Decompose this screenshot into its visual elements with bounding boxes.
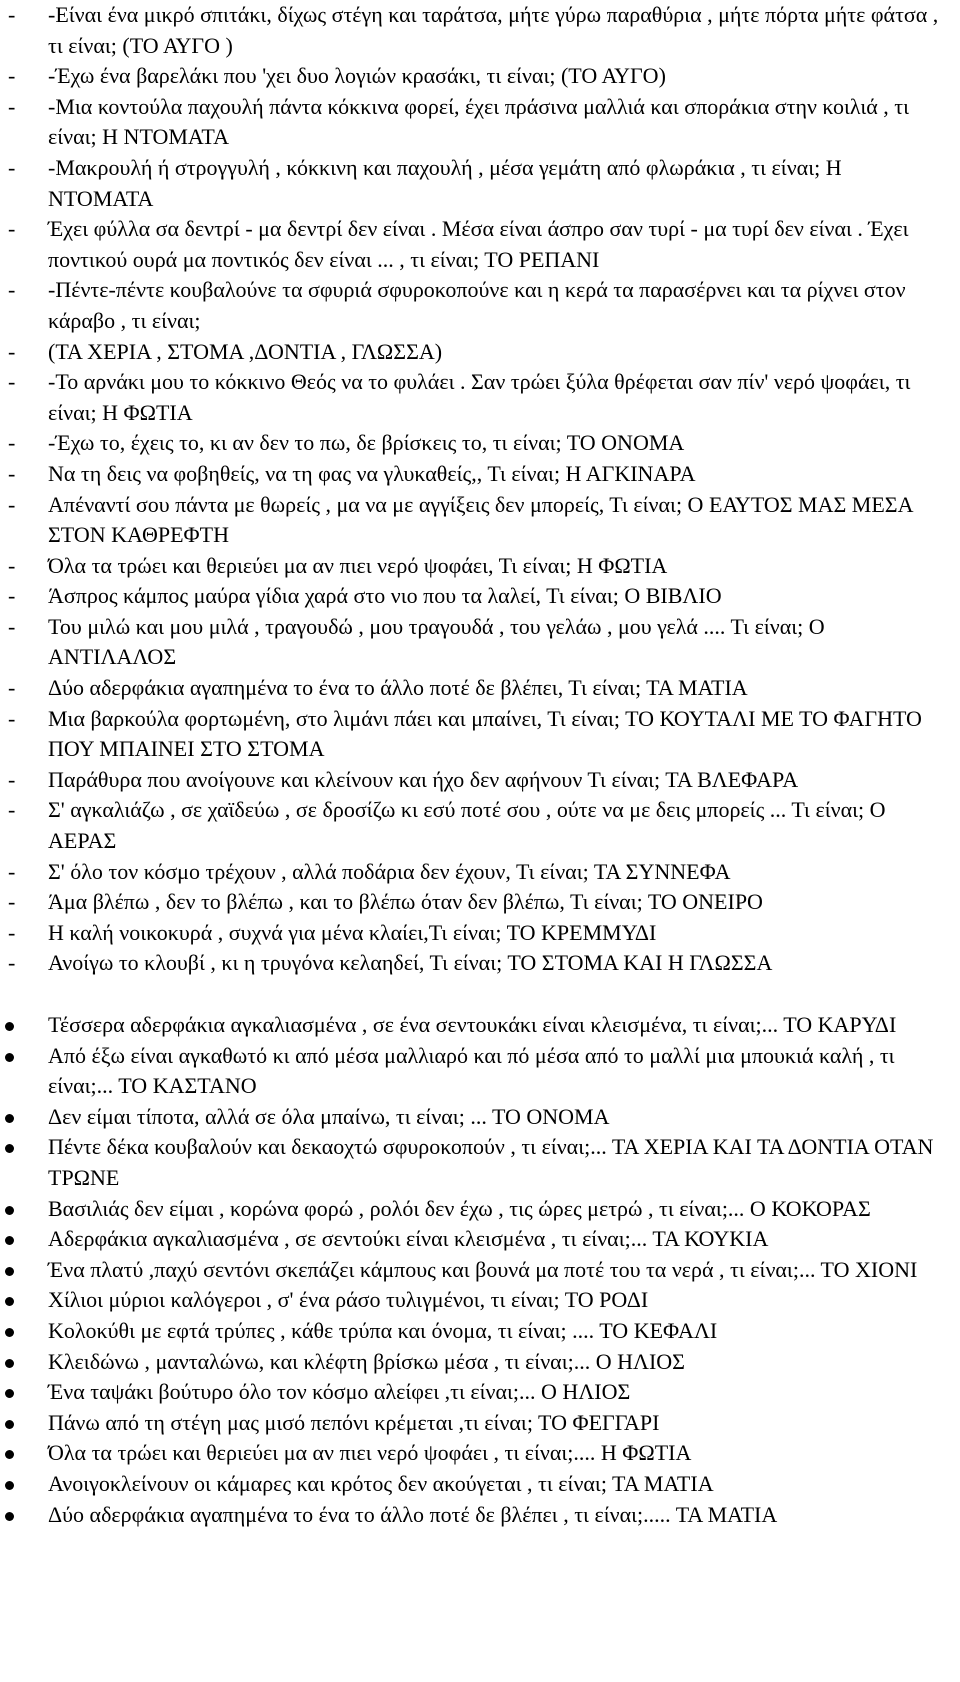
riddle-text: Ένα ταψάκι βούτυρο όλο τον κόσμο αλείφει ,τι είναι;... Ο ΗΛΙΟΣ: [48, 1379, 631, 1405]
riddle-text: Όλα τα τρώει και θεριεύει μα αν πιει νερό ψοφάει , τι είναι;.... Η ΦΩΤΙΑ: [48, 1440, 692, 1466]
list-item: [0, 490, 960, 551]
riddle-text: Δεν είμαι τίποτα, αλλά σε όλα μπαίνω, τι είναι; ... ΤΟ ΟΝΟΜΑ: [48, 1103, 610, 1129]
riddle-text: Ανοίγω το κλουβί , κι η τρυγόνα κελαηδεί, Τι είναι; ΤΟ ΣΤΟΜΑ ΚΑΙ Η ΓΛΩΣΣΑ: [48, 950, 773, 976]
list-item: [0, 1408, 960, 1439]
list-item: [0, 337, 960, 368]
bullet-icon: [5, 1206, 14, 1215]
dash-marker: -: [8, 93, 16, 119]
riddle-text: Δύο αδερφάκια αγαπημένα το ένα το άλλο ποτέ δε βλέπει, Τι είναι; ΤΑ ΜΑΤΙΑ: [48, 675, 748, 701]
list-item: [0, 1224, 960, 1255]
list-item: [0, 1132, 960, 1193]
dash-marker: -: [8, 705, 16, 731]
list-item: [0, 612, 960, 673]
bullet-icon: [5, 1267, 14, 1276]
list-item: [0, 428, 960, 459]
bullet-icon: [5, 1420, 14, 1429]
riddle-text: Βασιλιάς δεν είμαι , κορώνα φορώ , ρολόι δεν έχω , τις ώρες μετρώ , τι είναι;... Ο ΚΟΚΟΡΑΣ: [48, 1195, 871, 1221]
riddle-text: Άσπρος κάμπος μαύρα γίδια χαρά στο νιο που τα λαλεί, Τι είναι; Ο ΒΙΒΛΙΟ: [48, 583, 722, 609]
dash-marker: -: [8, 491, 16, 517]
list-item: [0, 857, 960, 888]
bullet-riddle-list: [0, 1010, 960, 1530]
list-item: [0, 948, 960, 979]
riddle-text: -Μια κοντούλα παχουλή πάντα κόκκινα φορεί, έχει πράσινα μαλλιά και σποράκια στην κοιλιά , τι είναι; Η ΝΤΟΜΑΤΑ: [48, 93, 910, 150]
riddle-text: Ένα πλατύ ,παχύ σεντόνι σκεπάζει κάμπους και βουνά μα ποτέ του τα νερά , τι είναι;... ΤΟ ΧΙΟΝΙ: [48, 1256, 918, 1282]
bullet-icon: [5, 1022, 14, 1031]
list-item: [0, 551, 960, 582]
riddle-text: Πέντε δέκα κουβαλούν και δεκαοχτώ σφυροκοπούν , τι είναι;... ΤΑ ΧΕΡΙΑ ΚΑΙ ΤΑ ΔΟΝΤΙΑ ΟΤΑΝ ΤΡΩΝΕ: [48, 1134, 934, 1190]
bullet-icon: [5, 1512, 14, 1521]
bullet-icon: [5, 1359, 14, 1368]
dash-marker: -: [8, 216, 16, 242]
list-item: [0, 1041, 960, 1102]
riddle-text: Όλα τα τρώει και θεριεύει μα αν πιει νερό ψοφάει, Τι είναι; Η ΦΩΤΙΑ: [48, 552, 668, 578]
riddle-text: -Έχω το, έχεις το, κι αν δεν το πω, δε βρίσκεις το, τι είναι; ΤΟ ΟΝΟΜΑ: [48, 430, 685, 456]
riddle-text: Σ' αγκαλιάζω , σε χαϊδεύω , σε δροσίζω κι εσύ ποτέ σου , ούτε να με δεις μπορείς ... Τι είναι; Ο ΑΕΡΑΣ: [48, 797, 886, 854]
dash-marker: -: [8, 766, 16, 792]
bullet-icon: [5, 1481, 14, 1490]
list-item: [0, 795, 960, 856]
riddle-text: Τέσσερα αδερφάκια αγκαλιασμένα , σε ένα σεντουκάκι είναι κλεισμένα, τι είναι;... ΤΟ ΚΑΡΥΔΙ: [48, 1012, 897, 1037]
dash-marker: -: [8, 919, 16, 945]
list-item: [0, 918, 960, 949]
bullet-icon: [5, 1053, 14, 1062]
bullet-icon: [5, 1450, 14, 1459]
list-item: [0, 1500, 960, 1531]
dash-marker: -: [8, 613, 16, 639]
dash-marker: -: [8, 338, 16, 364]
list-item: [0, 92, 960, 153]
list-item: [0, 1285, 960, 1316]
list-item: [0, 275, 960, 336]
riddle-text: Ανοιγοκλείνουν οι κάμαρες και κρότος δεν ακούγεται , τι είναι; ΤΑ ΜΑΤΙΑ: [48, 1470, 714, 1496]
bullet-icon: [5, 1389, 14, 1398]
list-item: [0, 1438, 960, 1469]
riddle-text: -Το αρνάκι μου το κόκκινο Θεός να το φυλάει . Σαν τρώει ξύλα θρέφεται σαν πίν' νερό ψοφάει, τι είναι; Η ΦΩΤΙΑ: [48, 369, 911, 425]
list-item: [0, 61, 960, 92]
riddle-text: Από έξω είναι αγκαθωτό κι από μέσα μαλλιαρό και πό μέσα από το μαλλί μια μπουκιά καλή , τι είναι;... ΤΟ ΚΑΣΤΑΝΟ: [48, 1042, 895, 1099]
dash-marker: -: [8, 552, 16, 578]
list-item: [0, 459, 960, 490]
riddle-text: (ΤΑ ΧΕΡΙΑ , ΣΤΟΜΑ ,ΔΟΝΤΙΑ , ΓΛΩΣΣΑ): [48, 338, 443, 364]
list-item: [0, 887, 960, 918]
riddle-text: Παράθυρα που ανοίγουνε και κλείνουν και ήχο δεν αφήνουν Τι είναι; ΤΑ ΒΛΕΦΑΡΑ: [48, 766, 799, 792]
riddle-text: Χίλιοι μύριοι καλόγεροι , σ' ένα ράσο τυλιγμένοι, τι είναι; ΤΟ ΡΟΔΙ: [48, 1287, 649, 1313]
dash-marker: -: [8, 154, 16, 180]
dash-marker: -: [8, 858, 16, 884]
list-item: [0, 1469, 960, 1500]
dash-marker: -: [8, 430, 16, 456]
bullet-icon: [5, 1297, 14, 1306]
riddle-text: Πάνω από τη στέγη μας μισό πεπόνι κρέμεται ,τι είναι; ΤΟ ΦΕΓΓΑΡΙ: [48, 1409, 660, 1435]
list-item: [0, 673, 960, 704]
list-item: [0, 214, 960, 275]
list-item: [0, 1010, 960, 1041]
list-item: [0, 1194, 960, 1225]
riddle-text: Η καλή νοικοκυρά , συχνά για μένα κλαίει,Τι είναι; ΤΟ ΚΡΕΜΜΥΔΙ: [48, 919, 657, 945]
list-item: [0, 581, 960, 612]
list-item: [0, 1316, 960, 1347]
list-item: [0, 1255, 960, 1286]
riddle-text: Κολοκύθι με εφτά τρύπες , κάθε τρύπα και όνομα, τι είναι; .... ΤΟ ΚΕΦΑΛΙ: [48, 1317, 718, 1343]
dash-marker: -: [8, 797, 16, 823]
riddle-text: -Πέντε-πέντε κουβαλούνε τα σφυριά σφυροκοπούνε και η κερά τα παρασέρνει και τα ρίχνει στον κάραβο , τι είναι;: [48, 277, 906, 333]
list-item: [0, 367, 960, 428]
riddle-text: Του μιλώ και μου μιλά , τραγουδώ , μου τραγουδά , του γελάω , μου γελά .... Τι είναι; Ο ΑΝΤΙΛΑΛΟΣ: [48, 613, 825, 670]
list-item: [0, 1102, 960, 1133]
riddle-text: Έχει φύλλα σα δεντρί - μα δεντρί δεν είναι . Μέσα είναι άσπρο σαν τυρί - μα τυρί δεν είναι . Έχει ποντικού ουρά μα ποντικός δεν είναι ... , τι είναι; ΤΟ ΡΕΠΑΝΙ: [48, 216, 909, 272]
dash-marker: -: [8, 460, 16, 486]
riddle-text: -Μακρουλή ή στρογγυλή , κόκκινη και παχουλή , μέσα γεμάτη από φλωράκια , τι είναι; Η ΝΤΟΜΑΤΑ: [48, 154, 842, 211]
riddle-text: Να τη δεις να φοβηθείς, να τη φας να γλυκαθείς,, Τι είναι; Η ΑΓΚΙΝΑΡΑ: [48, 460, 696, 486]
riddle-text: -Είναι ένα μικρό σπιτάκι, δίχως στέγη και ταράτσα, μήτε γύρω παραθύρια , μήτε πόρτα μήτε φάτσα , τι είναι; (ΤΟ ΑΥΓΟ ): [48, 2, 939, 58]
list-item: [0, 153, 960, 214]
riddle-text: Δύο αδερφάκια αγαπημένα το ένα το άλλο ποτέ δε βλέπει , τι είναι;..... ΤΑ ΜΑΤΙΑ: [48, 1501, 778, 1527]
dash-marker: -: [8, 950, 16, 976]
riddle-text: Αδερφάκια αγκαλιασμένα , σε σεντούκι είναι κλεισμένα , τι είναι;... ΤΑ ΚΟΥΚΙΑ: [48, 1226, 769, 1252]
riddle-text: Άμα βλέπω , δεν το βλέπω , και το βλέπω όταν δεν βλέπω, Τι είναι; ΤΟ ΟΝΕΙΡΟ: [48, 889, 763, 915]
list-item: [0, 1347, 960, 1378]
list-item: [0, 0, 960, 61]
dash-marker: -: [8, 369, 16, 395]
dash-marker: -: [8, 277, 16, 303]
riddle-text: Μια βαρκούλα φορτωμένη, στο λιμάνι πάει και μπαίνει, Τι είναι; ΤΟ ΚΟΥΤΑΛΙ ΜΕ ΤΟ ΦΑΓΗΤΟ ΠΟΥ ΜΠΑΙΝΕΙ ΣΤΟ ΣΤΟΜΑ: [48, 705, 922, 762]
bullet-icon: [5, 1144, 14, 1153]
dash-marker: -: [8, 583, 16, 609]
dash-marker: -: [8, 63, 16, 89]
dash-marker: -: [8, 889, 16, 915]
bullet-icon: [5, 1236, 14, 1245]
riddle-text: -Έχω ένα βαρελάκι που 'χει δυο λογιών κρασάκι, τι είναι; (ΤΟ ΑΥΓΟ): [48, 63, 666, 89]
bullet-icon: [5, 1328, 14, 1337]
riddle-text: Σ' όλο τον κόσμο τρέχουν , αλλά ποδάρια δεν έχουν, Τι είναι; ΤΑ ΣΥΝΝΕΦΑ: [48, 858, 731, 884]
bullet-icon: [5, 1114, 14, 1123]
dash-marker: -: [8, 675, 16, 701]
riddle-text: Κλειδώνω , μανταλώνω, και κλέφτη βρίσκω μέσα , τι είναι;... Ο ΗΛΙΟΣ: [48, 1348, 685, 1374]
dash-marker: -: [8, 2, 16, 27]
riddle-text: Απέναντί σου πάντα με θωρείς , μα να με αγγίξεις δεν μπορείς, Τι είναι; Ο ΕΑΥΤΟΣ ΜΑΣ ΜΕΣΑ ΣΤΟΝ ΚΑΘΡΕΦΤΗ: [48, 491, 913, 548]
list-item: [0, 765, 960, 796]
list-item: [0, 1377, 960, 1408]
list-item: [0, 704, 960, 765]
